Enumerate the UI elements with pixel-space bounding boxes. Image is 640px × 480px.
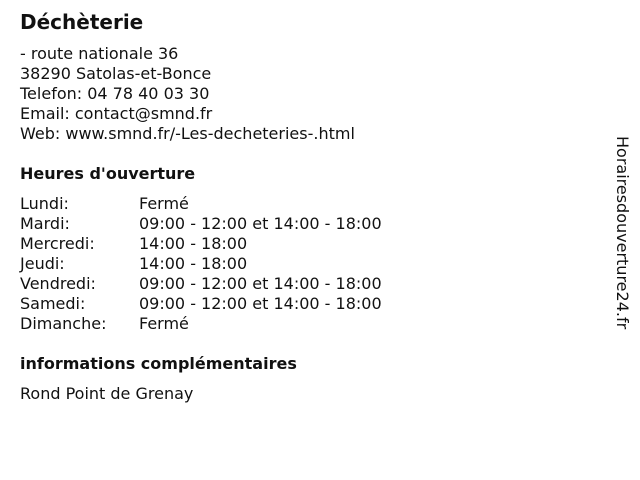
- hours-day: Lundi:: [20, 194, 69, 213]
- hours-day: Samedi:: [20, 294, 86, 313]
- hours-row-dimanche: [20, 314, 600, 334]
- hours-time: 14:00 - 18:00: [139, 254, 248, 273]
- hours-row-samedi: [20, 294, 600, 314]
- hours-day: Jeudi:: [20, 254, 65, 273]
- address-line-1: - route nationale 36: [20, 44, 179, 63]
- hours-row-lundi: [20, 194, 600, 214]
- address-line-2: 38290 Satolas-et-Bonce: [20, 64, 212, 83]
- hours-day: Dimanche:: [20, 314, 107, 333]
- hours-day: Vendredi:: [20, 274, 96, 293]
- opening-hours-table: [20, 194, 600, 334]
- vertical-site-brand: Horairesdouverture24.fr: [613, 136, 632, 330]
- website-line: Web: www.smnd.fr/-Les-decheteries-.html: [20, 124, 355, 143]
- hours-row-mercredi: [20, 234, 600, 254]
- opening-hours-heading: Heures d'ouverture: [20, 164, 196, 183]
- hours-row-mardi: [20, 214, 600, 234]
- hours-time: 09:00 - 12:00 et 14:00 - 18:00: [139, 294, 382, 313]
- hours-time: Fermé: [139, 194, 189, 213]
- hours-time: 14:00 - 18:00: [139, 234, 248, 253]
- hours-time: 09:00 - 12:00 et 14:00 - 18:00: [139, 274, 382, 293]
- phone-line: Telefon: 04 78 40 03 30: [20, 84, 210, 103]
- email-line: Email: contact@smnd.fr: [20, 104, 213, 123]
- hours-time: Fermé: [139, 314, 189, 333]
- place-title: Déchèterie: [20, 10, 144, 34]
- additional-info-heading: informations complémentaires: [20, 354, 297, 373]
- hours-day: Mercredi:: [20, 234, 95, 253]
- hours-day: Mardi:: [20, 214, 70, 233]
- hours-row-jeudi: [20, 254, 600, 274]
- hours-time: 09:00 - 12:00 et 14:00 - 18:00: [139, 214, 382, 233]
- hours-row-vendredi: [20, 274, 600, 294]
- place-card: [20, 10, 600, 404]
- additional-info-text: Rond Point de Grenay: [20, 384, 194, 403]
